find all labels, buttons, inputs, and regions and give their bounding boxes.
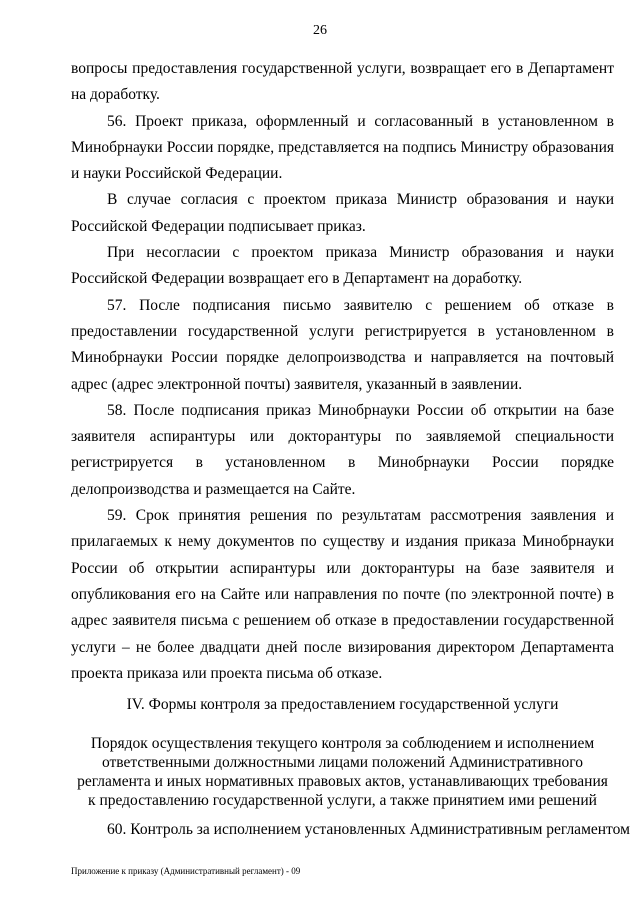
paragraph: В случае согласия с проектом приказа Министр образования и науки Российской Федерации подписывает приказ. bbox=[71, 191, 614, 235]
page-number: 26 bbox=[313, 23, 327, 38]
section-title: IV. Формы контроля за предоставлением государственной услуги bbox=[126, 696, 559, 713]
paragraph: вопросы предоставления государственной услуги, возвращает его в Департамент на доработку. bbox=[71, 60, 614, 104]
paragraph: 56. Проект приказа, оформленный и согласованный в установленном в Минобрнауки России порядке, представляется на подпись Министру образования и науки Российской Федерации. bbox=[71, 112, 614, 183]
subtitle-line: ответственными должностными лицами положений Административного bbox=[101, 754, 584, 771]
section-subtitle bbox=[71, 734, 614, 810]
paragraph: 60. Контроль за исполнением установленных Административным регламентом bbox=[107, 821, 630, 838]
paragraph: При несогласии с проектом приказа Министр образования и науки Российской Федерации возвращает его в Департамент на доработку. bbox=[71, 244, 614, 288]
subtitle-line: регламента и иных нормативных правовых актов, устанавливающих требования bbox=[77, 773, 608, 790]
footer-note: Приложение к приказу (Административный регламент) - 09 bbox=[71, 866, 301, 876]
body-text bbox=[71, 56, 614, 687]
paragraph: 57. После подписания письмо заявителю с решением об отказе в предоставлении государственной услуги регистрируется в установленном в Минобрнауки России порядке делопроизводства и направляется на почтовый адрес (адрес электронной почты) заявителя, указанный в заявлении. bbox=[71, 296, 614, 393]
paragraph: 59. Срок принятия решения по результатам рассмотрения заявления и прилагаемых к нему документов по существу и издания приказа Минобрнауки России об открытии аспирантуры или докторантуры на базе заявителя и опубликования его на Сайте или направления по почте (по электронной почте) в адрес заявителя письма с решением об отказе в предоставлении государственной услуги – не более двадцати дней после визирования директором Департамента проекта приказа или проекта письма об отказе. bbox=[71, 507, 614, 682]
subtitle-line: к предоставлению государственной услуги, а также принятием ими решений bbox=[88, 792, 597, 809]
paragraph: 58. После подписания приказ Минобрнауки России об открытии на базе заявителя аспирантуры или докторантуры по заявляемой специальности регистрируется в установленном в Минобрнауки России порядке делопроизводства и размещается на Сайте. bbox=[71, 401, 614, 498]
subtitle-line: Порядок осуществления текущего контроля за соблюдением и исполнением bbox=[90, 735, 595, 752]
